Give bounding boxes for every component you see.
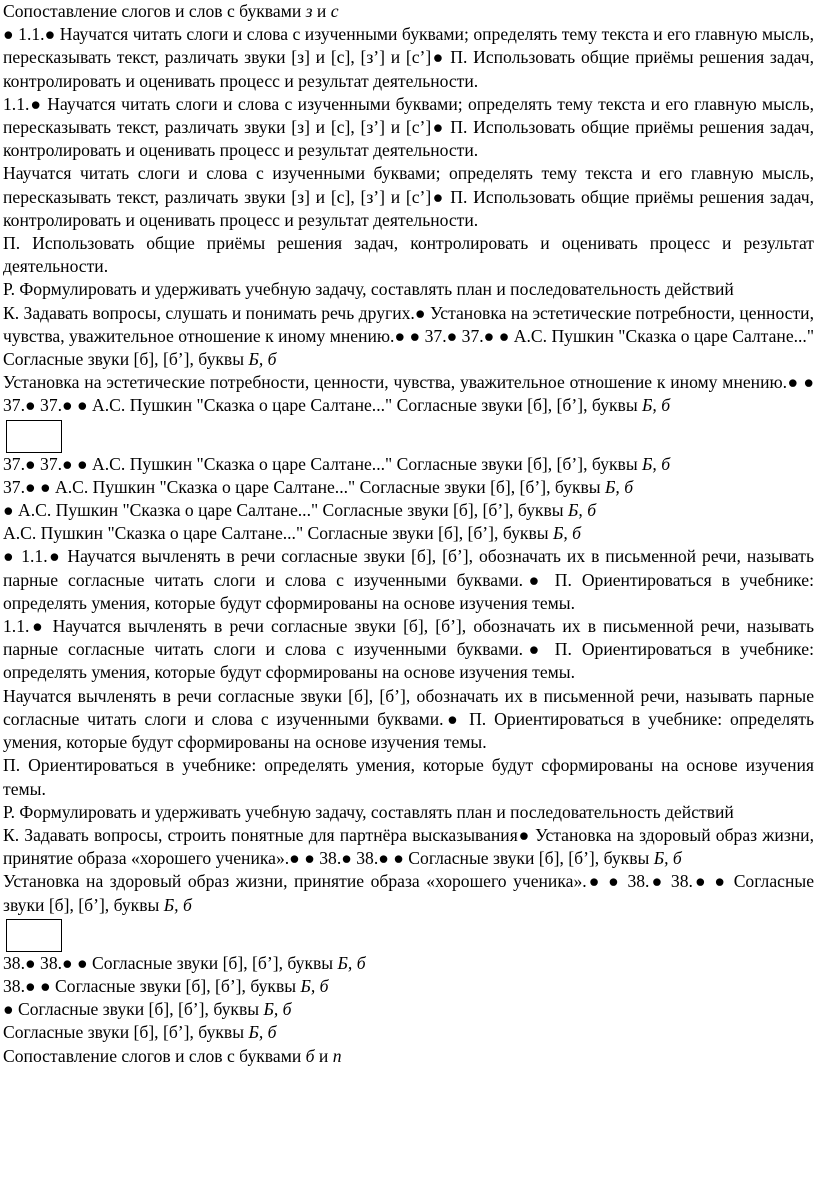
para-z-s-1: ● 1.1.● Научатся читать слоги и слова с изученными буквами; определять тему текста и его главную мысль, пересказывать текст, различать звуки [з] и [с], [з’] и [с’]● П. Использовать общие приёмы решения задач, контролировать и оценивать процесс и результат деятельности.: [3, 24, 814, 91]
letters-b-7: Б, б: [653, 848, 682, 869]
para-k-b-1: [3, 302, 814, 372]
heading-text: Сопоставление слогов и слов с буквами: [3, 1, 306, 21]
para-k-38-1-text: К. Задавать вопросы, строить понятные для партнёра высказывания● Установка на здоровый образ жизни, принятие образа «хорошего ученика».● ● 38.● 38.● ● Согласные звуки [б], [б’], буквы: [3, 824, 814, 869]
line-38-3: [3, 998, 814, 1021]
letters-b-10: Б, б: [300, 975, 329, 996]
line-37-1: [3, 453, 814, 476]
letter-p: п: [332, 1045, 342, 1066]
para-r-z-s: Р. Формулировать и удерживать учебную задачу, составлять план и последовательность действий: [3, 279, 734, 300]
heading-z-s: [3, 0, 814, 23]
letters-b-4: Б, б: [605, 476, 634, 497]
letters-b-6: Б, б: [552, 523, 582, 544]
line-37-4: [3, 522, 814, 545]
line-38-1-text: 38.● 38.● ● Согласные звуки [б], [б’], буквы: [3, 952, 338, 973]
para-k-38-2-text: Установка на здоровый образ жизни, принятие образа «хорошего ученика».● ● 38.● 38.● ● Согласные звуки [б], [б’], буквы: [3, 871, 814, 915]
para-z-s-2: 1.1.● Научатся читать слоги и слова с изученными буквами; определять тему текста и его главную мысль, пересказывать текст, различать звуки [з] и [с], [з’] и [с’]● П. Использовать общие приёмы решения задач, контролировать и оценивать процесс и результат деятельности.: [3, 93, 814, 161]
para-z-s-3: Научатся читать слоги и слова с изученными буквами; определять тему текста и его главную мысль, пересказывать текст, различать звуки [з] и [с], [з’] и [с’]● П. Использовать общие приёмы решения задач, контролировать и оценивать процесс и результат деятельности.: [3, 163, 814, 230]
line-38-2: [3, 975, 814, 998]
para-b-2: 1.1.● Научатся вычленять в речи согласные звуки [б], [б’], обозначать их в письменной речи, называть парные согласные читать слоги и слова с изученными буквами.● П. Ориентироваться в учебнике: определять умения, которые будут сформированы на основе изучения темы.: [3, 616, 814, 683]
para-b-1: ● 1.1.● Научатся вычленять в речи согласные звуки [б], [б’], обозначать их в письменной речи, называть парные согласные читать слоги и слова с изученными буквами.● П. Ориентироваться в учебнике: определять умения, которые будут сформированы на основе изучения темы.: [3, 546, 814, 613]
para-p-z-s: П. Использовать общие приёмы решения задач, контролировать и оценивать процесс и результат деятельности.: [3, 233, 814, 277]
line-37-3-text: ● А.С. Пушкин "Сказка о царе Салтане..." Согласные звуки [б], [б’], буквы: [3, 500, 569, 521]
heading-and: и: [312, 1, 331, 21]
empty-box-2: [6, 919, 62, 952]
heading-b-p-text: Сопоставление слогов и слов с буквами: [3, 1045, 306, 1066]
letter-b: б: [305, 1045, 315, 1066]
para-k-38-1: [3, 824, 814, 870]
line-37-4-text: А.С. Пушкин "Сказка о царе Салтане..." Согласные звуки [б], [б’], буквы: [3, 523, 553, 544]
para-k-b-2: [3, 371, 814, 417]
letter-s: с: [330, 1, 339, 21]
letter-z: з: [305, 1, 313, 21]
line-38-4: [3, 1021, 814, 1044]
letters-b-2: Б, б: [642, 395, 671, 416]
line-37-1-text: 37.● 37.● ● А.С. Пушкин "Сказка о царе Салтане..." Согласные звуки [б], [б’], буквы: [3, 453, 643, 474]
line-38-2-text: 38.● ● Согласные звуки [б], [б’], буквы: [3, 975, 301, 996]
para-r-b: Р. Формулировать и удерживать учебную задачу, составлять план и последовательность действий: [3, 801, 734, 822]
empty-box-1: [6, 420, 62, 453]
line-37-2-text: 37.● ● А.С. Пушкин "Сказка о царе Салтане..." Согласные звуки [б], [б’], буквы: [3, 476, 606, 497]
heading-b-p-and: и: [314, 1045, 333, 1066]
para-p-b: П. Ориентироваться в учебнике: определять умения, которые будут сформированы на основе изучения темы.: [3, 755, 814, 799]
line-37-3: [3, 499, 814, 522]
para-k-38-2: [3, 870, 814, 916]
para-k-b-2-text: Установка на эстетические потребности, ценности, чувства, уважительное отношение к иному мнению.● ● 37.● 37.● ● А.С. Пушкин "Сказка о царе Салтане..." Согласные звуки [б], [б’], буквы: [3, 372, 814, 416]
line-37-2: [3, 476, 814, 499]
letters-b-11: Б, б: [263, 999, 292, 1020]
para-b-3: Научатся вычленять в речи согласные звуки [б], [б’], обозначать их в письменной речи, называть парные согласные читать слоги и слова с изученными буквами.● П. Ориентироваться в учебнике: определять умения, которые будут сформированы на основе изучения темы.: [3, 685, 814, 753]
letters-b-12: Б, б: [248, 1022, 277, 1043]
heading-b-p: [3, 1045, 814, 1068]
letters-b-5: Б, б: [568, 500, 597, 521]
letters-b-1: Б, б: [248, 349, 277, 370]
line-38-3-text: ● Согласные звуки [б], [б’], буквы: [3, 999, 264, 1020]
letters-b-9: Б, б: [337, 952, 366, 973]
line-38-4-text: Согласные звуки [б], [б’], буквы: [3, 1022, 249, 1043]
line-38-1: [3, 952, 814, 975]
letters-b-8: Б, б: [163, 894, 192, 915]
para-k-b-1-text: К. Задавать вопросы, слушать и понимать речь других.● Установка на эстетические потребности, ценности, чувства, уважительное отношение к иному мнению.● ● 37.● 37.● ● А.С. Пушкин "Сказка о царе Салтане..." Согласные звуки [б], [б’], буквы: [3, 302, 814, 370]
letters-b-3: Б, б: [642, 453, 671, 474]
